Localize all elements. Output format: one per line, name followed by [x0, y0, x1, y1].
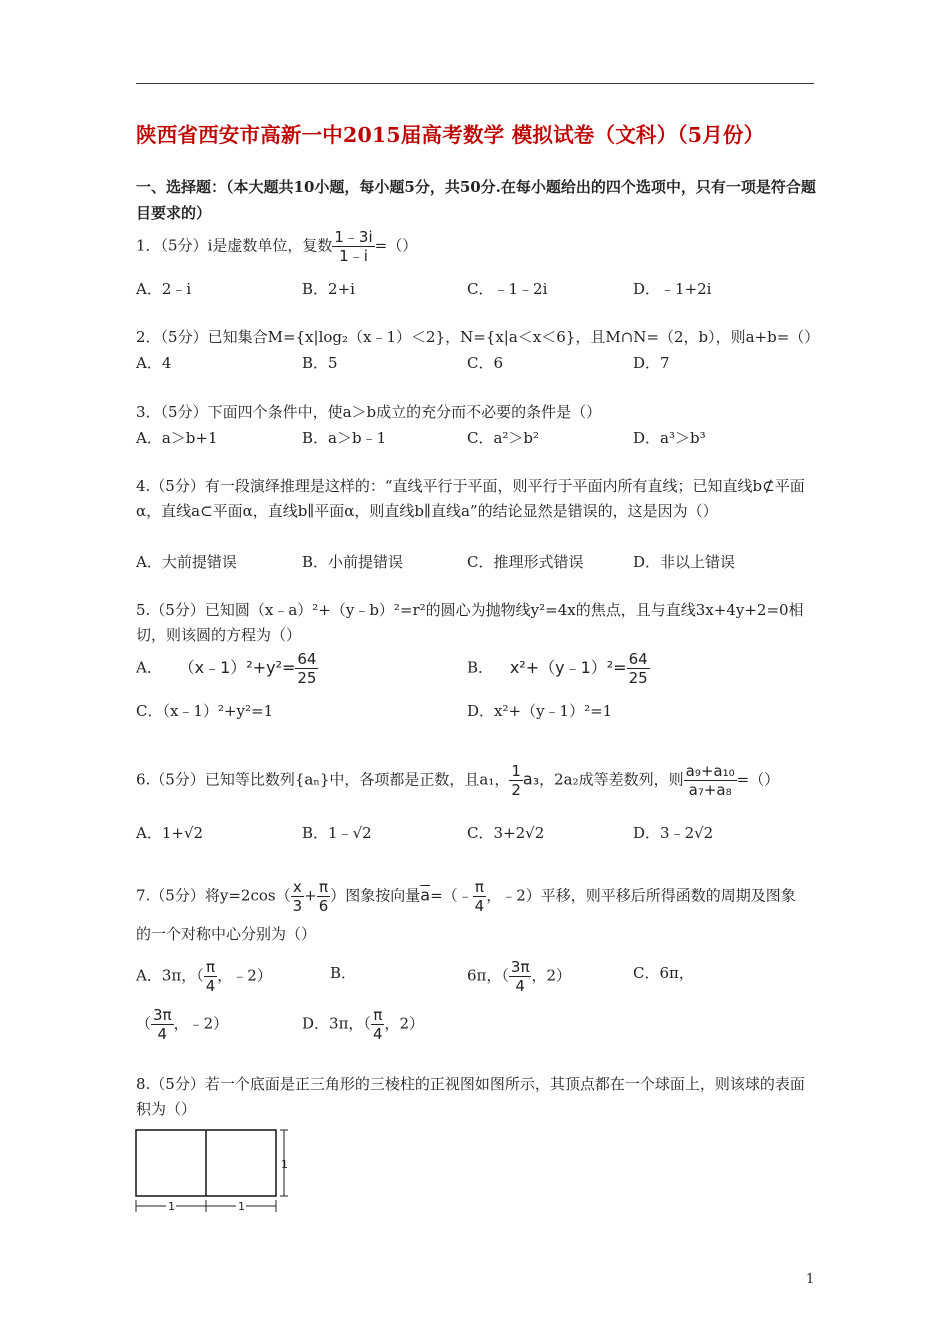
fraction: $\frac{\pi}{4}$ — [205, 958, 216, 995]
q5-option-b: B． x²+（y﹣1）²= $\frac{64}{25}$ — [467, 650, 648, 687]
fraction: $\frac{\pi}{4}$ — [372, 1006, 383, 1043]
q1-option-a: A．2﹣i — [136, 280, 192, 298]
q6-option-c: C．3+2√2 — [467, 824, 545, 842]
q7-option-b-label: B． — [330, 964, 357, 982]
q5-option-c: C．（x﹣1）²+y²=1 — [136, 702, 274, 720]
q4-option-c: C．推理形式错误 — [467, 553, 584, 571]
fraction: $\frac{3\pi}{4}$ — [510, 958, 530, 995]
q5-option-a: A． （x﹣1）²+y²= $\frac{64}{25}$ — [136, 650, 317, 687]
page-number: 1 — [806, 1272, 815, 1287]
q6-option-a: A．1+√2 — [136, 824, 204, 842]
q3-option-c: C．a²＞b² — [467, 429, 540, 447]
fraction: $\frac{\pi}{6}$ — [318, 878, 329, 915]
q1-option-d: D．﹣1+2i — [633, 280, 712, 298]
q2-option-d: D．7 — [633, 354, 670, 372]
q7-option-b: 6π，（ $\frac{3\pi}{4}$ ，2） — [467, 958, 572, 995]
question-7-stem: 7.（5分）将y=2cos（ $\frac{x}{3}$ + $\frac{\pi}{6}$ ）图象按向量$\overline{a}=(﹣$ $\frac{\pi}{4}$ ，﹣2）平移，则平移后所得函数的周期及图象 — [136, 878, 796, 915]
q7-option-c: （ $\frac{3\pi}{4}$ ，﹣2） — [136, 1006, 229, 1043]
question-8-stem: 8.（5分）若一个底面是正三角形的三棱柱的正视图如图所示，其顶点都在一个球面上，则该球的表面积为（） — [136, 1075, 805, 1118]
section-heading: 一、选择题：（本大题共10小题，每小题5分，共50分.在每小题给出的四个选项中，只有一项是符合题目要求的） — [136, 178, 816, 222]
q4-option-d: D．非以上错误 — [633, 553, 736, 571]
q7-option-a: A．3π，（ $\frac{\pi}{4}$ ，﹣2） — [136, 958, 272, 995]
front-view-figure — [134, 1128, 290, 1212]
bottom-dimension-label-1: 1 — [168, 1200, 175, 1212]
vector-a: $\overline{a}$ — [420, 885, 431, 905]
q2-option-b: B．5 — [302, 354, 338, 372]
q1-option-b: B．2+i — [302, 280, 355, 298]
fraction: $\frac{1﹣3i}{1﹣i}$ — [334, 228, 373, 265]
question-3-stem: 3．（5分）下面四个条件中，使a＞b成立的充分而不必要的条件是（） — [136, 403, 602, 421]
fraction: $\frac{64}{25}$ — [297, 650, 317, 687]
q2-option-c: C．6 — [467, 354, 504, 372]
question-6-stem: 6.（5分）已知等比数列{aₙ}中，各项都是正数，且a₁， $\frac{1}{2}$ a₃，2a₂成等差数列，则 $\frac{\text{a₉+a₁₀}}{\text{a₇+a₈}}$ =（） — [136, 762, 780, 799]
fraction: $\frac{3\pi}{4}$ — [153, 1006, 172, 1043]
side-dimension-label: 1 — [281, 1158, 288, 1171]
q3-option-b: B．a＞b﹣1 — [302, 429, 387, 447]
q4-option-b: B．小前提错误 — [302, 553, 404, 571]
q3-option-a: A．a＞b+1 — [136, 429, 218, 447]
question-2-stem: 2．（5分）已知集合M={x|log₂（x﹣1）＜2}，N={x|a＜x＜6}，且M∩N=（2，b），则a+b=（） — [136, 328, 820, 346]
page-title: 陕西省西安市高新一中2015届高考数学 模拟试卷（文科）（5月份） — [136, 123, 765, 147]
header-rule — [136, 83, 814, 84]
q6-option-b: B．1﹣√2 — [302, 824, 372, 842]
fraction: $\frac{\pi}{4}$ — [474, 878, 485, 915]
fraction: $\frac{x}{3}$ — [292, 878, 303, 915]
q7-option-c-label: C．6π， — [633, 964, 694, 982]
q1-option-c: C．﹣1﹣2i — [467, 280, 548, 298]
q5-option-d: D．x²+（y﹣1）²=1 — [467, 702, 613, 720]
q2-option-a: A．4 — [136, 354, 172, 372]
q7-option-d: D．3π，（ $\frac{\pi}{4}$ ，2） — [302, 1006, 425, 1043]
question-5-stem: 5.（5分）已知圆（x﹣a）²+（y﹣b）²=r²的圆心为抛物线y²=4x的焦点，且与直线3x+4y+2=0相切，则该圆的方程为（） — [136, 601, 804, 644]
q4-option-a: A．大前提错误 — [136, 553, 237, 571]
question-7-line2: 的一个对称中心分别为（） — [136, 925, 317, 943]
fraction: $\frac{1}{2}$ — [511, 762, 521, 799]
q3-option-d: D．a³＞b³ — [633, 429, 706, 447]
fraction: $\frac{64}{25}$ — [628, 650, 648, 687]
fraction: $\frac{\text{a₉+a₁₀}}{\text{a₇+a₈}}$ — [685, 762, 735, 799]
question-4-stem: 4.（5分）有一段演绎推理是这样的：“直线平行于平面，则平行于平面内所有直线；已知直线b⊄平面α，直线a⊂平面α，直线b∥平面α，则直线b∥直线a”的结论显然是错误的，这是因为（） — [136, 477, 805, 520]
q6-option-d: D．3﹣2√2 — [633, 824, 714, 842]
bottom-dimension-label-2: 1 — [238, 1200, 245, 1212]
question-1-stem: 1．（5分）i是虚数单位，复数 $\frac{1﹣3i}{1﹣i}$ =（） — [136, 228, 418, 265]
